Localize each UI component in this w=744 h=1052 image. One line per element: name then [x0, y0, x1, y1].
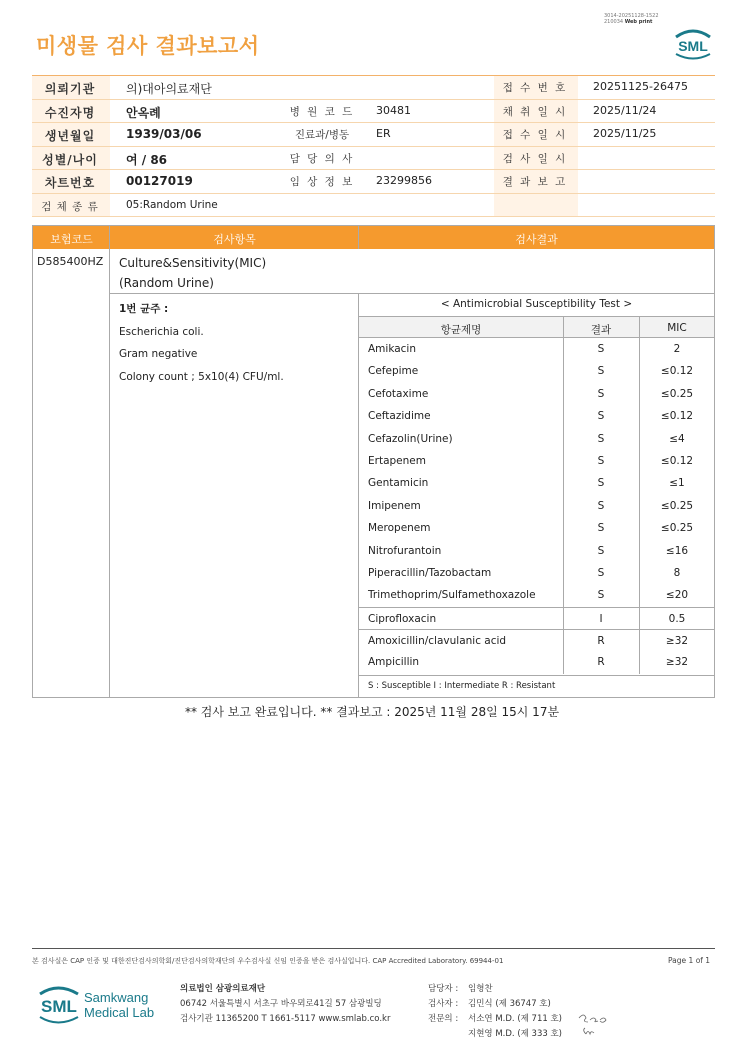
ast-mic: ≤0.25 [660, 387, 694, 400]
column-divider [639, 428, 640, 450]
ast-row [359, 405, 714, 427]
org-contact: 검사기관 11365200 T 1661-5117 www.smlab.co.kr [180, 1014, 391, 1024]
print-sub: 210034 [604, 19, 624, 25]
antibiotic-name: Ertapenem [368, 454, 426, 467]
ast-mic: ≥32 [665, 635, 689, 648]
staff-line [428, 1012, 562, 1027]
antibiotic-name: Ciprofloxacin [368, 612, 437, 625]
organism-line: 1번 균주 : [119, 303, 169, 315]
ast-result: S [597, 454, 605, 467]
ast-col-result: 결과 [590, 324, 612, 336]
info-value: 안옥례 [126, 105, 161, 120]
ast-mic: ≤0.12 [660, 365, 694, 378]
ast-row [359, 338, 714, 360]
ast-result: S [597, 343, 605, 355]
column-divider [639, 472, 640, 494]
column-divider [639, 540, 640, 562]
ast-result: S [597, 410, 605, 423]
staff-line [428, 982, 562, 997]
ast-result: S [597, 365, 605, 378]
info-label: 접 수 일 시 [502, 129, 568, 141]
info-value: 00127019 [126, 174, 193, 188]
info-label: 검 사 일 시 [502, 152, 568, 165]
insurance-code: D585400HZ [37, 255, 104, 268]
ast-result: R [597, 656, 605, 669]
column-divider [563, 383, 564, 405]
column-divider [639, 405, 640, 427]
ast-mic: ≤20 [665, 589, 689, 602]
ast-row [359, 540, 714, 562]
organization-info [180, 982, 390, 1027]
ast-result: S [597, 477, 605, 490]
column-divider [563, 472, 564, 494]
header-test-result: 검사결과 [515, 233, 558, 246]
print-code: 3014-20251128-1522 [604, 13, 659, 19]
column-divider [563, 584, 564, 606]
column-divider [639, 495, 640, 517]
staff-name: 임형찬 [468, 984, 493, 994]
ast-mic: 0.5 [668, 612, 686, 625]
column-divider [563, 360, 564, 382]
ast-header-row [359, 316, 714, 338]
ast-mic: ≤0.12 [660, 410, 694, 423]
test-specimen-line: (Random Urine) [119, 276, 214, 290]
ast-mic: 8 [673, 566, 681, 579]
info-value: ER [376, 127, 391, 140]
column-divider [563, 495, 564, 517]
staff-name: 지현영 M.D. (제 333 호) [468, 1029, 563, 1039]
ast-row [359, 651, 714, 673]
ast-row [359, 584, 714, 606]
ast-col-mic: MIC [667, 322, 687, 334]
info-value: 23299856 [376, 174, 432, 187]
org-name: 의료법인 삼광의료재단 [180, 984, 266, 994]
header-insurance-code: 보험코드 [50, 233, 93, 246]
info-value: 30481 [376, 103, 411, 117]
column-divider [563, 540, 564, 562]
sml-logo-icon [672, 27, 714, 61]
column-divider [563, 338, 564, 360]
ast-mic: ≥32 [665, 656, 689, 669]
column-divider [639, 584, 640, 606]
organism-info [119, 298, 284, 388]
column-divider [563, 630, 564, 651]
test-name [119, 253, 266, 293]
info-value: 20251125-26475 [593, 80, 688, 93]
certification-note: 본 검사실은 CAP 인증 및 대한진단검사의학회/진단검사의학재단의 우수검사실 신임 인증을 받은 검사실입니다. CAP Accredited Laboratory. 69944-01 [32, 957, 504, 965]
antibiotic-name: Amikacin [368, 343, 417, 355]
info-row [32, 76, 715, 100]
ast-mic: 2 [673, 343, 681, 355]
info-value: 의)대아의료재단 [126, 82, 212, 96]
ast-row [359, 383, 714, 405]
ast-row [359, 517, 714, 539]
staff-line [428, 1027, 562, 1042]
ast-result: S [597, 387, 605, 400]
ast-result: S [597, 522, 605, 535]
staff-role: 검사자 : [428, 999, 459, 1009]
organism-line: Escherichia coli. [119, 325, 204, 338]
ast-mic: ≤0.12 [660, 454, 694, 467]
info-label: 병 원 코 드 [289, 105, 355, 118]
ast-body [359, 338, 714, 674]
ast-result: S [597, 432, 605, 445]
antibiotic-name: Ceftazidime [368, 410, 431, 423]
info-label: 차트번호 [44, 176, 96, 190]
info-label: 수진자명 [44, 105, 96, 120]
ast-row [359, 360, 714, 382]
antibiotic-name: Nitrofurantoin [368, 544, 442, 557]
column-divider [563, 428, 564, 450]
logo-big-text: SML [41, 997, 77, 1016]
ast-result: S [597, 566, 605, 579]
logo-text: SML [678, 38, 708, 54]
ast-result: I [599, 612, 603, 625]
antibiotic-name: Piperacillin/Tazobactam [368, 566, 492, 579]
organism-line: Colony count ; 5x10(4) CFU/ml. [119, 370, 284, 383]
header-test-item: 검사항목 [213, 233, 256, 246]
info-row [32, 100, 715, 124]
ast-row [359, 495, 714, 517]
patient-info-table [32, 75, 715, 217]
organism-line: Gram negative [119, 348, 198, 360]
antibiotic-name: Amoxicillin/clavulanic acid [368, 635, 507, 648]
ast-mic: ≤0.25 [660, 522, 694, 535]
antibiotic-name: Cefepime [368, 365, 419, 378]
ast-row [359, 607, 714, 629]
column-divider [639, 383, 640, 405]
signature-icon [576, 1010, 610, 1040]
ast-row [359, 562, 714, 584]
antibiotic-name: Trimethoprim/Sulfamethoxazole [368, 589, 536, 602]
column-divider [563, 608, 564, 629]
column-divider [563, 517, 564, 539]
info-label: 채 취 일 시 [502, 105, 568, 118]
ast-row [359, 472, 714, 494]
info-label: 결 과 보 고 [502, 176, 568, 188]
info-value: 2025/11/24 [593, 103, 657, 117]
column-divider [639, 608, 640, 629]
ast-result: S [597, 589, 605, 602]
antibiotic-name: Ampicillin [368, 656, 420, 669]
antibiotic-name: Imipenem [368, 499, 421, 512]
logo-name-2: Medical Lab [84, 1005, 155, 1020]
column-divider [563, 405, 564, 427]
column-divider [563, 562, 564, 584]
ast-mic: ≤0.25 [660, 499, 694, 512]
info-label-shade [494, 194, 578, 217]
ast-mic: ≤16 [665, 544, 689, 557]
ast-result: R [597, 635, 605, 648]
ast-table [359, 316, 714, 674]
antibiotic-name: Cefazolin(Urine) [368, 432, 453, 445]
footer-divider [32, 948, 715, 949]
info-label: 임 상 정 보 [289, 176, 355, 188]
column-divider [639, 562, 640, 584]
info-value: 1939/03/06 [126, 127, 202, 141]
column-divider [639, 450, 640, 472]
info-value: 05:Random Urine [126, 198, 218, 211]
info-label: 검 체 종 류 [41, 200, 99, 213]
print-label: Web print [624, 19, 653, 25]
info-label: 접 수 번 호 [502, 82, 568, 94]
logo-name-1: Samkwang [84, 990, 149, 1005]
column-divider [639, 630, 640, 651]
staff-line [428, 997, 562, 1012]
ast-result: S [597, 499, 605, 512]
info-label: 성별/나이 [42, 152, 98, 167]
column-divider [563, 651, 564, 673]
ast-col-name: 항균제명 [440, 324, 482, 336]
info-label: 생년월일 [44, 129, 96, 143]
ast-row [359, 428, 714, 450]
ast-row [359, 450, 714, 472]
column-divider [639, 338, 640, 360]
antibiotic-name: Cefotaxime [368, 387, 429, 400]
info-row [32, 123, 715, 147]
info-label: 진료과/병동 [294, 129, 350, 141]
print-meta [604, 13, 684, 25]
report-title: 미생물 검사 결과보고서 [36, 34, 260, 58]
report-complete-note: ** 검사 보고 완료입니다. ** 결과보고 : 2025년 11월 28일 15시 17분 [184, 705, 560, 719]
antibiotic-name: Meropenem [368, 522, 431, 535]
staff-name: 김민식 (제 36747 호) [468, 999, 551, 1009]
staff-role: 전문의 : [428, 1014, 459, 1024]
staff-info [428, 982, 562, 1042]
ast-mic: ≤1 [669, 477, 685, 490]
results-header [33, 226, 714, 249]
info-row [32, 194, 715, 218]
ast-result: S [597, 544, 605, 557]
test-name-line: Culture&Sensitivity(MIC) [119, 256, 267, 270]
ast-mic: ≤4 [669, 432, 685, 445]
info-label: 담 당 의 사 [289, 152, 355, 165]
column-divider [563, 450, 564, 472]
results-table [32, 225, 715, 698]
column-divider [639, 360, 640, 382]
ast-title: < Antimicrobial Susceptibility Test > [440, 298, 633, 310]
info-value: 여 / 86 [126, 152, 168, 167]
samkwang-logo-icon [36, 980, 166, 1028]
info-row [32, 147, 715, 171]
info-value: 2025/11/25 [593, 127, 657, 140]
ast-legend: S : Susceptible I : Intermediate R : Resistant [359, 675, 714, 697]
staff-role: 담당자 : [428, 984, 459, 994]
column-divider [639, 651, 640, 673]
column-divider [639, 517, 640, 539]
info-row [32, 170, 715, 194]
ast-row [359, 629, 714, 651]
staff-name: 서소연 M.D. (제 711 호) [468, 1014, 563, 1024]
org-address: 06742 서울특별시 서초구 바우뫼로41길 57 삼광빌딩 [180, 999, 382, 1009]
info-label: 의뢰기관 [44, 82, 96, 96]
antibiotic-name: Gentamicin [368, 477, 429, 490]
page-number: Page 1 of 1 [668, 956, 711, 965]
